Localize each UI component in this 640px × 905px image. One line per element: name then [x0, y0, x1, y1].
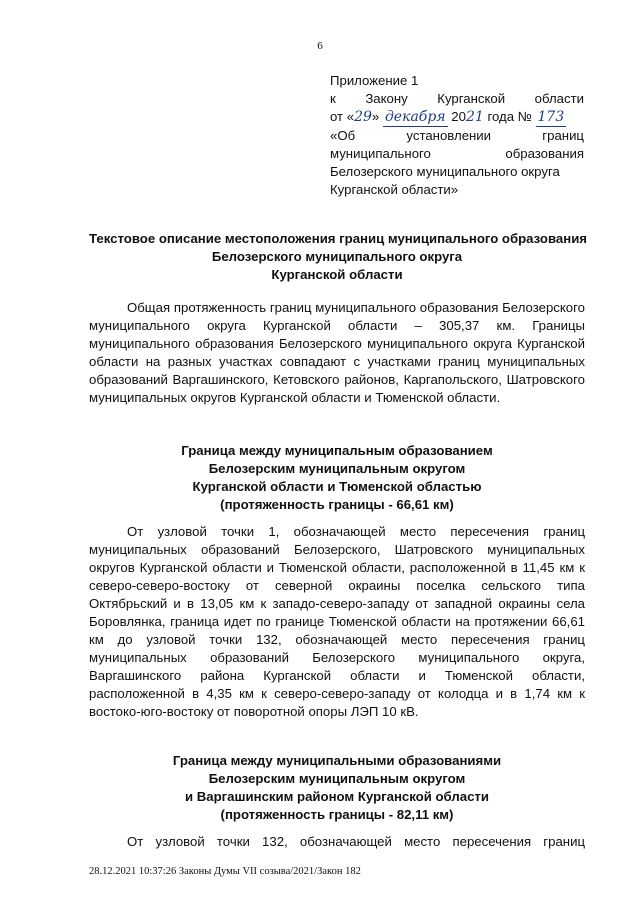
- appendix-title: Приложение 1: [330, 73, 419, 88]
- year-word: года №: [487, 109, 532, 124]
- section-2-paragraph-start: От узловой точки 132, обозначающей место пересечения границ: [127, 834, 585, 849]
- year-prefix: 20: [451, 109, 466, 124]
- date-prefix: от «: [330, 109, 355, 124]
- handwritten-day: 29: [354, 109, 372, 125]
- appendix-subject-4: Курганской области»: [330, 182, 459, 197]
- section-2-title-line-3: и Варгашинским районом Курганской области: [185, 789, 489, 804]
- main-title-line-1: Текстовое описание местоположения границ муниципального образования: [89, 231, 587, 246]
- date-quote-close: »: [371, 109, 380, 124]
- section-2-title-line-4: (протяженность границы - 82,11 км): [220, 807, 454, 822]
- appendix-subject-2: муниципального образования: [330, 146, 584, 161]
- section-1-paragraph: От узловой точки 1, обозначающей место пересечения границ муниципальных образований Белозерского, Шатровского муниципальных округов Курганской области и Тюменской области, расположенной в 11,45 км к северо-северо-востоку от северной окраины поселка сельского типа Октябрьский и в 13,05 км к западо-северо-западу от западной окраины села Боровлянка, граница идет по границе Тюменской области на протяжении 66,61 км до узловой точки 132, обозначающей место пересечения границ муниципальных образований Белозерского муниципального округа, Варгашинского района Курганской области и Тюменской области, расположенной в 4,35 км к северо-северо-западу от колодца и в 1,74 км к востоко-юго-востоку от поворотной опоры ЛЭП 10 кВ.: [89, 524, 585, 719]
- appendix-header: [330, 72, 584, 199]
- section-2-title-line-1: Граница между муниципальными образованиями: [172, 753, 502, 768]
- main-title-line-3: Курганской области: [271, 267, 403, 282]
- handwritten-law-number: 173: [537, 109, 565, 125]
- section-1-title-line-1: Граница между муниципальным образованием: [181, 443, 493, 458]
- section-1-title-line-2: Белозерским муниципальным округом: [208, 461, 466, 476]
- appendix-date-line: [330, 108, 584, 127]
- appendix-subject-3: Белозерского муниципального округа: [330, 164, 560, 179]
- section-1-title-line-3: Курганской области и Тюменской областью: [192, 479, 482, 494]
- section-1-title-line-4: (протяженность границы - 66,61 км): [220, 497, 454, 512]
- appendix-to-law: к Закону Курганской области: [330, 91, 584, 106]
- main-title: [89, 230, 585, 284]
- section-2-title: [89, 752, 585, 824]
- main-title-line-2: Белозерского муниципального округа: [211, 249, 463, 264]
- document-footer: 28.12.2021 10:37:26 Законы Думы VII созыва/2021/Закон 182: [89, 866, 361, 877]
- appendix-subject-1: «Об установлении границ: [330, 128, 584, 143]
- section-1-title: [89, 442, 585, 514]
- section-2-title-line-2: Белозерским муниципальным округом: [208, 771, 466, 786]
- handwritten-year-suffix: 21: [465, 109, 484, 125]
- handwritten-month: декабря: [384, 109, 446, 125]
- page-number: 6: [317, 40, 323, 52]
- intro-paragraph: Общая протяженность границ муниципального образования Белозерского муниципального округа Курганской области – 305,37 км. Границы муниципального образования Белозерского муниципального округа Курганской области на разных участках совпадают с участками границ муниципальных образований Варгашинского, Кетовского районов, Каргапольского, Шатровского муниципальных округов Курганской области и Тюменской области.: [89, 300, 585, 405]
